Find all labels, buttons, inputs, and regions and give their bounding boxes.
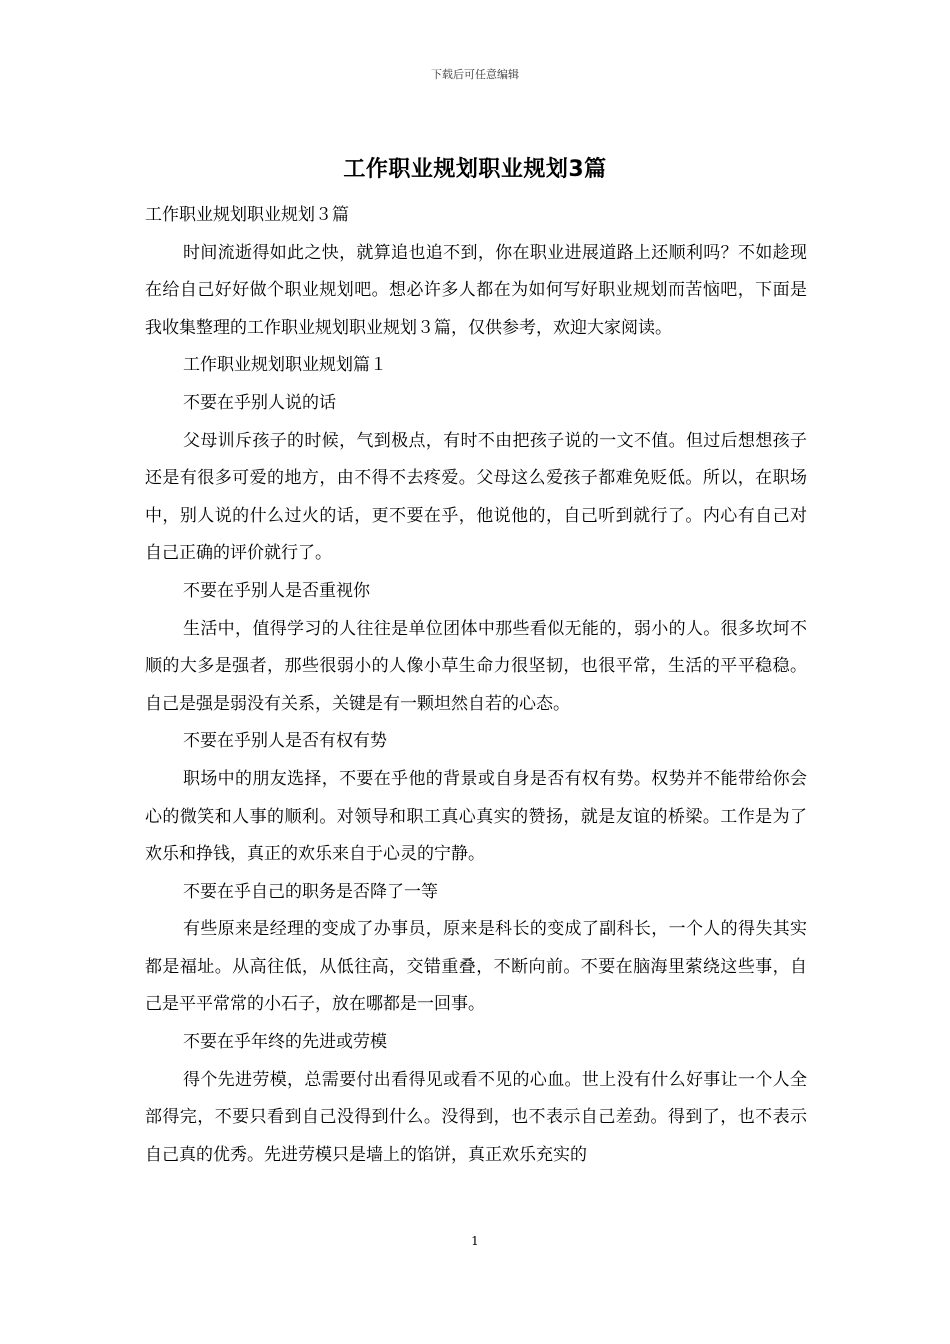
page-header-note: 下载后可任意编辑 <box>431 68 519 81</box>
document-title: 工作职业规划职业规划3篇 <box>343 157 607 182</box>
paragraph-4: 有些原来是经理的变成了办事员，原来是科长的变成了副科长，一个人的得失其实都是福址。从高往低，从低往高，交错重叠，不断向前。不要在脑海里萦绕这些事，自己是平平常常的小石子，放在哪都是一回事。 <box>145 919 807 1015</box>
heading-dont-mind-power: 不要在乎别人是否有权有势 <box>183 731 387 752</box>
paragraph-1: 父母训斥孩子的时候，气到极点，有时不由把孩子说的一文不值。但过后想想孩子还是有很多可爱的地方，由不得不去疼爱。父母这么爱孩子都难免贬低。所以，在职场中，别人说的什么过火的话，更不要在乎，他说他的，自己听到就行了。内心有自己对自己正确的评价就行了。 <box>145 430 807 564</box>
heading-dont-mind-demotion: 不要在乎自己的职务是否降了一等 <box>183 881 438 902</box>
document-body <box>145 197 807 1174</box>
heading-dont-mind-being-valued: 不要在乎别人是否重视你 <box>183 580 370 601</box>
page-number: 1 <box>471 1234 479 1248</box>
heading-dont-mind-awards: 不要在乎年终的先进或劳模 <box>183 1032 387 1053</box>
paragraph-3: 职场中的朋友选择，不要在乎他的背景或自身是否有权有势。权势并不能带给你会心的微笑和人事的顺利。对领导和职工真心真实的赞扬，就是友谊的桥梁。工作是为了欢乐和挣钱，真正的欢乐来自于心灵的宁静。 <box>145 768 807 865</box>
section-1-title: 工作职业规划职业规划篇１ <box>183 355 387 376</box>
intro-paragraph: 时间流逝得如此之快，就算追也追不到，你在职业进展道路上还顺利吗？不如趁现在给自己好好做个职业规划吧。想必许多人都在为如何写好职业规划而苦恼吧，下面是我收集整理的工作职业规划职业规划３篇，仅供参考，欢迎大家阅读。 <box>145 242 807 338</box>
subtitle-line: 工作职业规划职业规划３篇 <box>145 205 349 225</box>
heading-dont-mind-others-words: 不要在乎别人说的话 <box>183 392 336 413</box>
paragraph-5: 得个先进劳模，总需要付出看得见或看不见的心血。世上没有什么好事让一个人全部得完，不要只看到自己没得到什么。没得到，也不表示自己差劲。得到了，也不表示自己真的优秀。先进劳模只是墙上的馅饼，真正欢乐充实的 <box>145 1069 807 1165</box>
paragraph-2: 生活中，值得学习的人往往是单位团体中那些看似无能的，弱小的人。很多坎坷不顺的大多是强者，那些很弱小的人像小草生命力很坚韧，也很平常，生活的平平稳稳。自己是强是弱没有关系，关键是有一颗坦然自若的心态。 <box>145 618 807 714</box>
